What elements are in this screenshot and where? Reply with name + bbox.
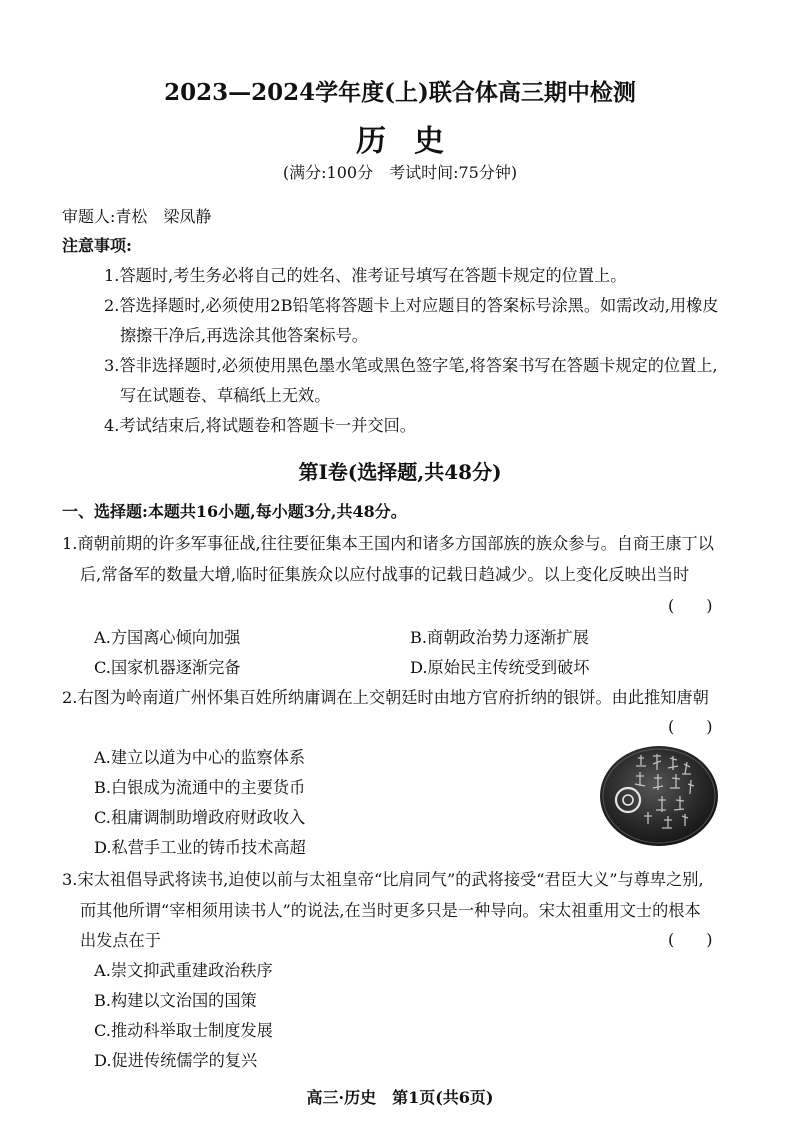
- question-1-answer-blank: ( ): [668, 596, 713, 615]
- question-2-option-b: B.白银成为流通中的主要货币: [94, 778, 306, 797]
- note-item-1: 1.答题时,考生务必将自己的姓名、准考证号填写在答题卡规定的位置上。: [104, 266, 627, 285]
- question-3-option-c: C.推动科举取士制度发展: [94, 1021, 273, 1040]
- question-3-option-d: D.促进传统儒学的复兴: [94, 1051, 258, 1070]
- subject-title: 历史: [356, 124, 472, 159]
- section-title: 第Ⅰ卷(选择题,共48分): [298, 460, 502, 484]
- note-item-3-cont: 写在试题卷、草稿纸上无效。: [120, 386, 331, 405]
- question-2-option-c: C.租庸调制助增政府财政收入: [94, 808, 306, 827]
- question-2-answer-blank: ( ): [668, 717, 713, 736]
- question-1-option-d: D.原始民主传统受到破坏: [410, 658, 590, 677]
- question-3-line-1: 3.宋太祖倡导武将读书,迫使以前与太祖皇帝“比肩同气”的武将接受“君臣大义”与尊卑之别,: [62, 870, 704, 889]
- silver-cake-image: [598, 744, 720, 848]
- question-1-option-b: B.商朝政治势力逐渐扩展: [410, 628, 589, 647]
- question-1-option-a: A.方国离心倾向加强: [94, 628, 241, 647]
- note-item-2-cont: 擦擦干净后,再选涂其他答案标号。: [120, 326, 368, 345]
- reviewer-line: 审题人:青松 梁凤静: [62, 207, 212, 226]
- notes-heading: 注意事项:: [62, 236, 132, 255]
- question-2-line-1: 2.右图为岭南道广州怀集百姓所纳庸调在上交朝廷时由地方官府折纳的银饼。由此推知唐朝: [62, 688, 709, 707]
- score-time-info: (满分:100分 考试时间:75分钟): [282, 163, 518, 182]
- question-1-line-1: 1.商朝前期的许多军事征战,往往要征集本王国内和诸多方国部族的族众参与。自商王康丁以: [62, 534, 714, 553]
- question-3-option-a: A.崇文抑武重建政治秩序: [94, 961, 273, 980]
- question-3-line-3: 出发点在于: [80, 931, 161, 950]
- note-item-2: 2.答选择题时,必须使用2B铅笔将答题卡上对应题目的答案标号涂黑。如需改动,用橡皮: [104, 296, 719, 315]
- question-1-line-2: 后,常备军的数量大增,临时征集族众以应付战事的记载日趋减少。以上变化反映出当时: [80, 565, 690, 584]
- question-3-option-b: B.构建以文治国的国策: [94, 991, 257, 1010]
- section-description: 一、选择题:本题共16小题,每小题3分,共48分。: [62, 502, 407, 521]
- page-footer: 高三·历史 第1页(共6页): [306, 1088, 494, 1107]
- question-3-line-2: 而其他所谓“宰相须用读书人”的说法,在当时更多只是一种导向。宋太祖重用文士的根本: [80, 901, 701, 920]
- question-2-option-d: D.私营手工业的铸币技术高超: [94, 838, 306, 857]
- exam-title: 2023—2024学年度(上)联合体高三期中检测: [164, 79, 636, 106]
- note-item-4: 4.考试结束后,将试题卷和答题卡一并交回。: [104, 416, 416, 435]
- question-1-option-c: C.国家机器逐渐完备: [94, 658, 241, 677]
- question-3-answer-blank: ( ): [668, 930, 713, 949]
- note-item-3: 3.答非选择题时,必须使用黑色墨水笔或黑色签字笔,将答案书写在答题卡规定的位置上,: [104, 356, 718, 375]
- question-2-option-a: A.建立以道为中心的监察体系: [94, 748, 306, 767]
